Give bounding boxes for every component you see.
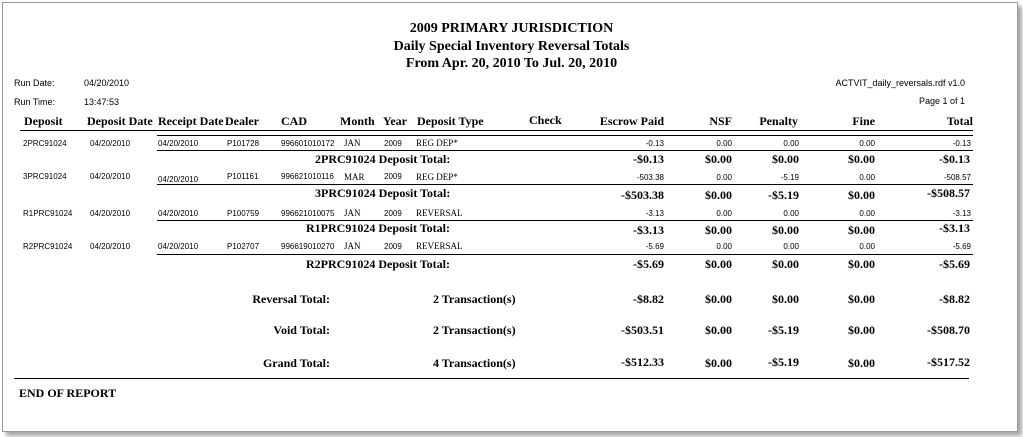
penalty: -5.19 xyxy=(780,173,799,182)
deposit-date: 04/20/2010 xyxy=(90,209,131,218)
subtotal-escrow: -$0.13 xyxy=(633,152,664,166)
subtotal-nsf: $0.00 xyxy=(705,152,732,166)
run-date-label: Run Date: xyxy=(14,78,55,88)
subtotal-penalty: $0.00 xyxy=(772,152,799,166)
dealer: P101728 xyxy=(227,139,260,148)
fine: 0.00 xyxy=(859,139,875,148)
grand-total-escrow: -$512.33 xyxy=(621,355,664,369)
penalty: 0.00 xyxy=(783,242,799,251)
nsf: 0.00 xyxy=(716,173,732,182)
fine: 0.00 xyxy=(859,242,875,251)
subtotal-penalty: -$5.19 xyxy=(768,188,799,202)
report-subtitle: Daily Special Inventory Reversal Totals xyxy=(393,39,630,54)
subtotal-fine: $0.00 xyxy=(848,188,875,202)
dealer: P102707 xyxy=(227,242,260,251)
subtotal-escrow: -$3.13 xyxy=(633,223,664,237)
deposit-id: R1PRC91024 xyxy=(23,209,73,218)
subtotal-rule xyxy=(157,184,973,185)
subtotal-label: R1PRC91024 Deposit Total: xyxy=(306,221,451,235)
subtotal-total: -$0.13 xyxy=(939,152,970,166)
receipt-date: 04/20/2010 xyxy=(158,139,199,148)
cad: 996619010270 xyxy=(281,242,335,251)
page-info: Page 1 of 1 xyxy=(918,96,965,106)
receipt-date: 04/20/2010 xyxy=(158,209,199,218)
deposit-date: 04/20/2010 xyxy=(90,242,131,251)
report-date-range: From Apr. 20, 2010 To Jul. 20, 2010 xyxy=(405,56,618,71)
deposit-id: R2PRC91024 xyxy=(23,242,73,251)
subtotal-fine: $0.00 xyxy=(848,223,875,237)
reversal-total-count: 2 Transaction(s) xyxy=(433,292,516,306)
subtotal-rule xyxy=(157,150,973,151)
deposit-id: 3PRC91024 xyxy=(23,172,67,181)
reversal-total-nsf: $0.00 xyxy=(705,292,732,306)
deposit-type: REVERSAL xyxy=(416,208,463,218)
header-rule xyxy=(20,130,973,131)
receipt-date: 04/20/2010 xyxy=(158,242,199,251)
void-total-total: -$508.70 xyxy=(927,323,970,337)
col-deposit-type: Deposit Type xyxy=(417,114,484,128)
row-total: -5.69 xyxy=(952,242,971,251)
subtotal-nsf: $0.00 xyxy=(705,257,732,271)
col-year: Year xyxy=(383,114,407,128)
subtotal-escrow: -$503.38 xyxy=(621,188,664,202)
subtotal-fine: $0.00 xyxy=(848,152,875,166)
cad: 996621010075 xyxy=(281,209,335,218)
end-rule xyxy=(14,378,969,379)
grand-total-nsf: $0.00 xyxy=(705,356,732,370)
row-total: -0.13 xyxy=(952,139,971,148)
reversal-total-total: -$8.82 xyxy=(939,292,970,306)
void-total-label: Void Total: xyxy=(273,323,330,337)
cad: 996601010172 xyxy=(281,139,335,148)
subtotal-rule xyxy=(157,254,973,255)
subtotal-nsf: $0.00 xyxy=(705,188,732,202)
penalty: 0.00 xyxy=(783,139,799,148)
run-time-value: 13:47:53 xyxy=(84,97,120,107)
report-file-name: ACTVIT_daily_reversals.rdf v1.0 xyxy=(835,78,965,88)
month: JAN xyxy=(344,138,361,148)
subtotal-total: -$5.69 xyxy=(939,257,970,271)
subtotal-escrow: -$5.69 xyxy=(633,257,664,271)
receipt-date: 04/20/2010 xyxy=(158,175,199,184)
reversal-total-escrow: -$8.82 xyxy=(633,292,664,306)
deposit-id: 2PRC91024 xyxy=(23,139,67,148)
year: 2009 xyxy=(384,172,402,181)
dealer: P100759 xyxy=(227,209,260,218)
deposit-date: 04/20/2010 xyxy=(90,139,131,148)
group-top-rule xyxy=(157,135,973,136)
grand-total-count: 4 Transaction(s) xyxy=(433,356,516,370)
col-deposit: Deposit xyxy=(24,114,63,128)
void-total-fine: $0.00 xyxy=(848,323,875,337)
col-penalty: Penalty xyxy=(759,114,798,128)
col-dealer: Dealer xyxy=(225,114,259,128)
penalty: 0.00 xyxy=(783,209,799,218)
subtotal-fine: $0.00 xyxy=(848,257,875,271)
grand-total-fine: $0.00 xyxy=(848,356,875,370)
nsf: 0.00 xyxy=(716,139,732,148)
grand-total-total: -$517.52 xyxy=(927,355,970,369)
run-date-value: 04/20/2010 xyxy=(84,78,130,88)
col-cad: CAD xyxy=(281,114,307,128)
subtotal-label: 2PRC91024 Deposit Total: xyxy=(315,152,451,166)
row-total: -3.13 xyxy=(952,209,971,218)
subtotal-label: 3PRC91024 Deposit Total: xyxy=(315,186,451,200)
deposit-type: REG DEP* xyxy=(416,172,458,182)
escrow-paid: -5.69 xyxy=(645,242,664,251)
subtotal-total: -$508.57 xyxy=(927,186,970,200)
col-fine: Fine xyxy=(852,114,875,128)
nsf: 0.00 xyxy=(716,242,732,251)
row-total: -508.57 xyxy=(943,173,971,182)
month: MAR xyxy=(344,172,365,182)
subtotal-total: -$3.13 xyxy=(939,221,970,235)
deposit-type: REG DEP* xyxy=(416,138,458,148)
year: 2009 xyxy=(384,242,402,251)
end-of-report: END OF REPORT xyxy=(19,386,117,400)
month: JAN xyxy=(344,241,361,251)
col-deposit-date: Deposit Date xyxy=(87,114,153,128)
year: 2009 xyxy=(384,139,402,148)
year: 2009 xyxy=(384,209,402,218)
escrow-paid: -0.13 xyxy=(645,139,664,148)
nsf: 0.00 xyxy=(716,209,732,218)
void-total-penalty: -$5.19 xyxy=(768,323,799,337)
subtotal-penalty: $0.00 xyxy=(772,257,799,271)
report-title: 2009 PRIMARY JURISDICTION xyxy=(409,21,614,36)
escrow-paid: -3.13 xyxy=(645,209,664,218)
void-total-nsf: $0.00 xyxy=(705,323,732,337)
run-time-label: Run Time: xyxy=(14,97,56,107)
deposit-date: 04/20/2010 xyxy=(90,172,131,181)
col-receipt-date: Receipt Date xyxy=(158,114,224,128)
escrow-paid: -503.38 xyxy=(636,173,664,182)
col-nsf: NSF xyxy=(709,114,732,128)
month: JAN xyxy=(344,208,361,218)
dealer: P101161 xyxy=(227,172,259,181)
fine: 0.00 xyxy=(859,173,875,182)
reversal-total-penalty: $0.00 xyxy=(772,292,799,306)
subtotal-label: R2PRC91024 Deposit Total: xyxy=(306,257,451,271)
reversal-total-fine: $0.00 xyxy=(848,292,875,306)
subtotal-rule xyxy=(157,220,973,221)
void-total-escrow: -$503.51 xyxy=(621,323,664,337)
col-total: Total xyxy=(946,114,973,128)
cad: 996621010116 xyxy=(281,172,334,181)
col-escrow-paid: Escrow Paid xyxy=(599,114,664,128)
grand-total-label: Grand Total: xyxy=(262,356,330,370)
col-month: Month xyxy=(340,114,375,128)
deposit-type: REVERSAL xyxy=(416,241,463,251)
fine: 0.00 xyxy=(859,209,875,218)
void-total-count: 2 Transaction(s) xyxy=(433,323,516,337)
subtotal-penalty: $0.00 xyxy=(772,223,799,237)
col-check: Check xyxy=(529,113,562,127)
grand-total-penalty: -$5.19 xyxy=(768,355,799,369)
subtotal-nsf: $0.00 xyxy=(705,223,732,237)
reversal-total-label: Reversal Total: xyxy=(252,292,330,306)
